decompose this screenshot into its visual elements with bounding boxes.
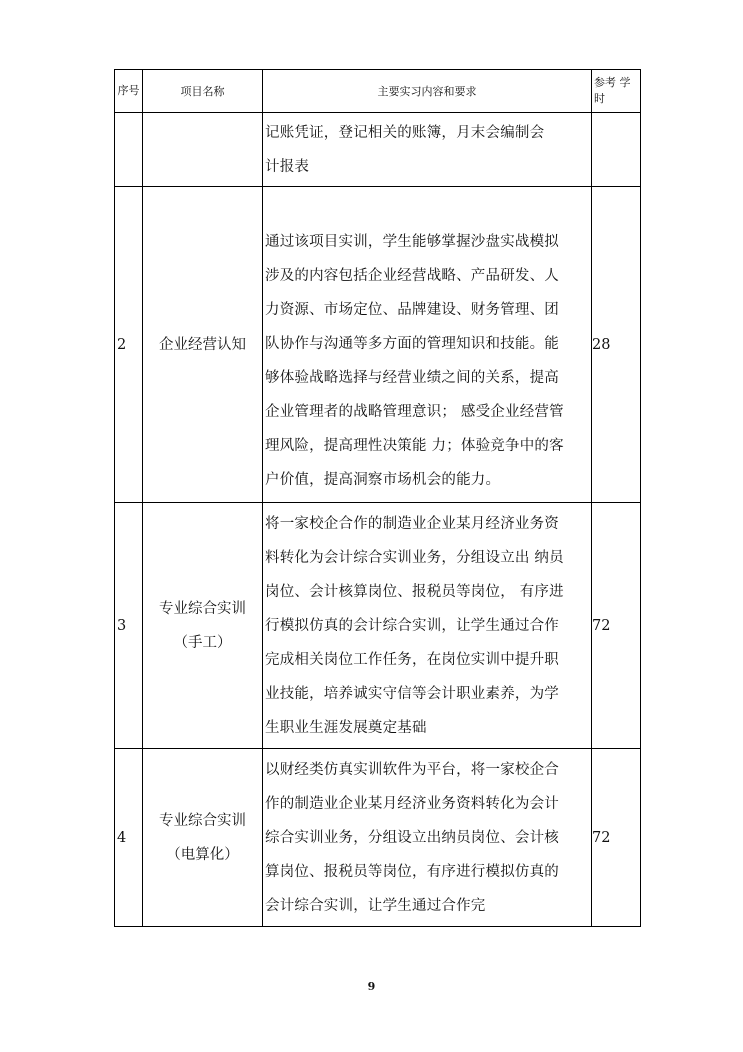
table-header-row: [115, 70, 641, 113]
content-line: 综合实训业务，分组设立出纳员岗位、会计核: [265, 829, 559, 846]
table-row: [115, 503, 641, 749]
row-name-line: （手工）: [173, 634, 232, 651]
content-line: 涉及的内容包括企业经营战略、产品研发、人: [265, 268, 559, 284]
content-line: 生职业生涯发展奠定基础: [265, 719, 427, 736]
content-line: 通过该项目实训，学生能够掌握沙盘实战模拟: [265, 234, 559, 250]
content-line: 计报表: [265, 158, 310, 175]
row-num: [115, 113, 143, 187]
content-line: 岗位、会计核算岗位、报税员等岗位， 有序进: [265, 583, 564, 600]
content-line: 料转化为会计综合实训业务，分组设立出 纳员: [265, 549, 564, 566]
content-line: 算岗位、报税员等岗位，有序进行模拟仿真的: [265, 863, 559, 880]
row-hours: [592, 113, 641, 187]
row-name: [143, 187, 263, 503]
row-name-line: 专业综合实训: [159, 812, 246, 829]
row-num: 2: [115, 187, 143, 503]
content-line: 行模拟仿真的会计综合实训，让学生通过合作: [265, 617, 559, 634]
row-name-line: 专业综合实训: [159, 600, 246, 617]
row-name: [143, 503, 263, 749]
content-line: 理风险，提高理性决策能 力；体验竞争中的客: [265, 438, 564, 454]
header-content: 主要实习内容和要求: [263, 70, 592, 113]
row-hours: 72: [592, 503, 641, 749]
row-content: [263, 503, 592, 749]
internship-plan-table: [114, 69, 641, 927]
row-content: [263, 113, 592, 187]
content-line: 够体验战略选择与经营业绩之间的关系，提高: [265, 370, 559, 386]
content-line: 队协作与沟通等多方面的管理知识和技能。能: [265, 336, 559, 352]
row-hours: 72: [592, 749, 641, 927]
content-line: 完成相关岗位工作任务，在岗位实训中提升职: [265, 651, 559, 668]
header-num: 序号: [115, 70, 143, 113]
row-name: [143, 749, 263, 927]
table-row: [115, 749, 641, 927]
row-content: [263, 749, 592, 927]
row-name-line: （电算化）: [166, 846, 239, 863]
content-line: 会计综合实训，让学生通过合作完: [265, 897, 486, 914]
table-row: [115, 113, 641, 187]
content-line: 企业管理者的战略管理意识； 感受企业经营管: [265, 404, 564, 420]
content-line: 户价值，提高洞察市场机会的能力。: [265, 472, 501, 488]
row-name-line: 企业经营认知: [159, 336, 246, 353]
header-hours: 参考 学时: [592, 70, 641, 113]
row-num: 4: [115, 749, 143, 927]
content-line: 业技能，培养诚实守信等会计职业素养，为学: [265, 685, 559, 702]
page-number: 9: [367, 980, 376, 993]
content-line: 记账凭证，登记相关的账簿，月末会编制会: [265, 124, 545, 141]
content-line: 作的制造业企业某月经济业务资料转化为会计: [265, 795, 559, 812]
table-row: [115, 187, 641, 503]
content-line: 将一家校企合作的制造业企业某月经济业务资: [265, 515, 559, 532]
content-line: 力资源、市场定位、品牌建设、财务管理、团: [265, 302, 559, 318]
row-hours: 28: [592, 187, 641, 503]
content-line: 以财经类仿真实训软件为平台，将一家校企合: [265, 761, 559, 778]
row-num: 3: [115, 503, 143, 749]
row-content: [263, 187, 592, 503]
header-name: 项目名称: [143, 70, 263, 113]
row-name: [143, 113, 263, 187]
